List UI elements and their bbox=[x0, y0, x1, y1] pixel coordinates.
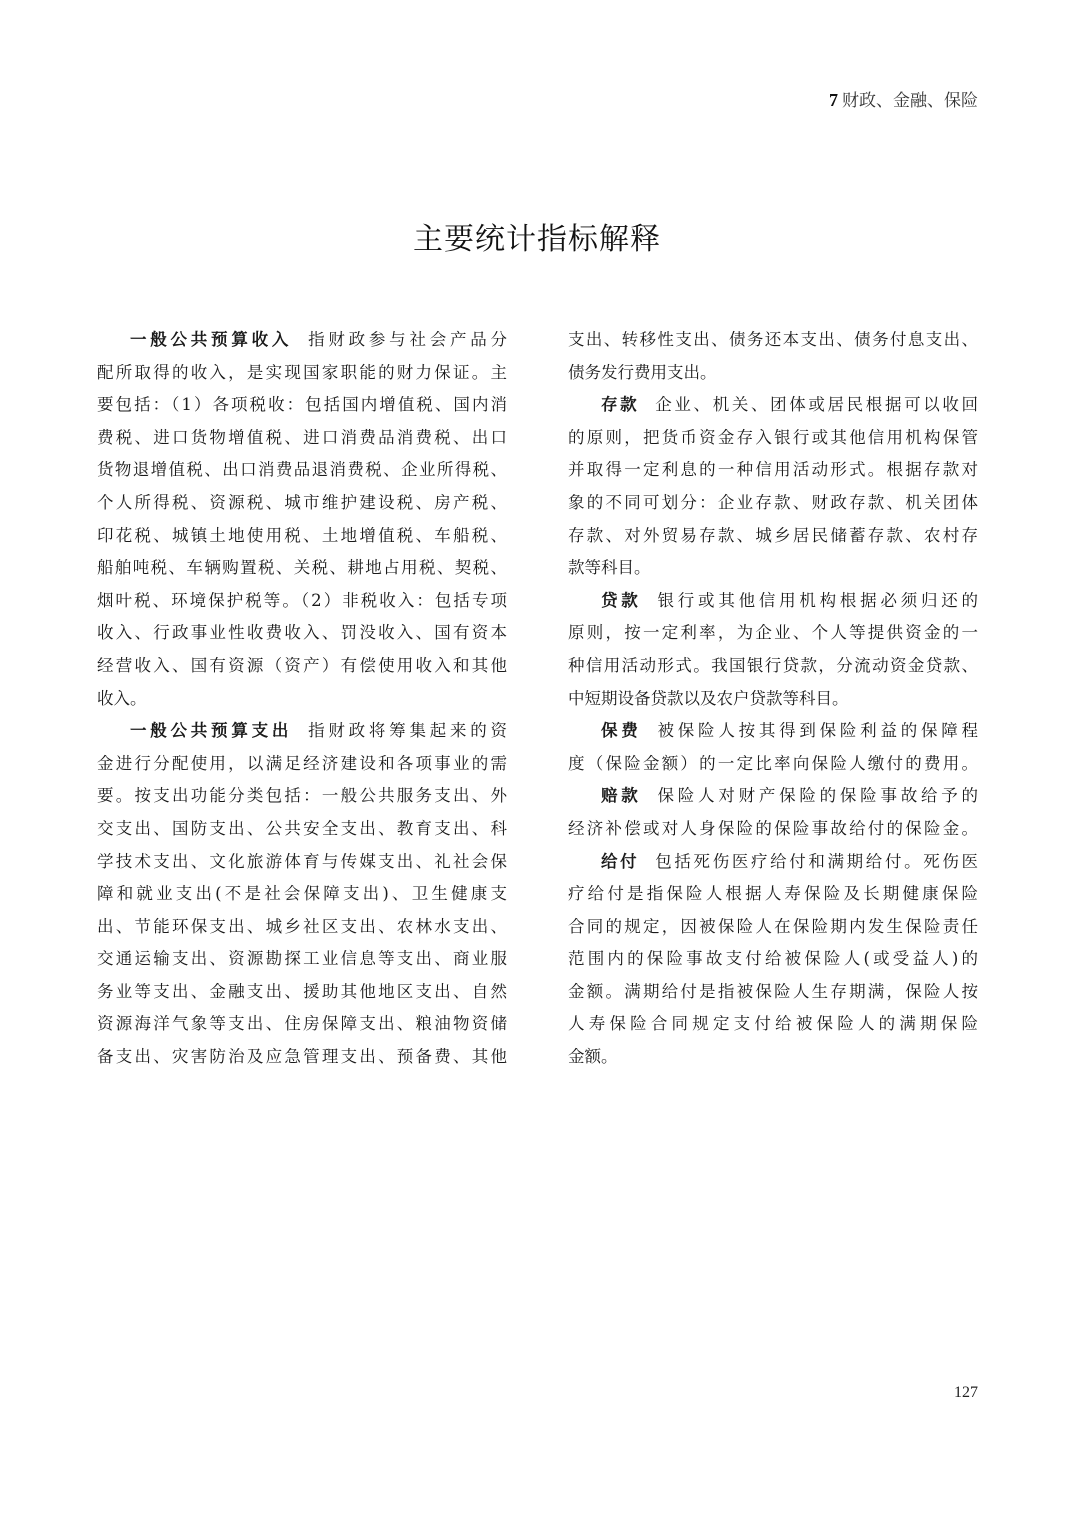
entry-term: 贷款 bbox=[601, 590, 642, 610]
text-line: 种信用活动形式。我国银行贷款，分流动资金贷款、 bbox=[568, 655, 978, 675]
text-line: 款等科目。 bbox=[568, 558, 651, 578]
text-line: 支出、转移性支出、债务还本支出、债务付息支出、 bbox=[568, 330, 978, 349]
text-line: 人寿保险合同规定支付给被保险人的满期保险 bbox=[568, 1014, 978, 1034]
entry-first-line: 保费 被保险人按其得到保险利益的保障程 bbox=[601, 721, 978, 741]
text-line: 金额。 bbox=[568, 1047, 618, 1067]
text-line: 印花税、城镇土地使用税、土地增值税、车船税、 bbox=[97, 525, 507, 545]
text-line: 个人所得税、资源税、城市维护建设税、房产税、 bbox=[97, 492, 507, 512]
entry-term: 保费 bbox=[601, 721, 642, 741]
text-line: 学技术支出、文化旅游体育与传媒支出、礼社会保 bbox=[97, 851, 507, 871]
text-line: 务业等支出、金融支出、援助其他地区支出、自然 bbox=[97, 981, 507, 1001]
text-line: 资源海洋气象等支出、住房保障支出、粮油物资储 bbox=[97, 1014, 507, 1034]
entry-first-line: 一般公共预算支出 指财政将筹集起来的资 bbox=[130, 721, 507, 741]
entry-term: 赔款 bbox=[601, 786, 642, 806]
text-line: 象的不同可划分：企业存款、财政存款、机关团体 bbox=[568, 492, 978, 512]
entry-first-line: 存款 企业、机关、团体或居民根据可以收回 bbox=[601, 395, 978, 415]
text-line: 并取得一定利息的一种信用活动形式。根据存款对 bbox=[568, 460, 978, 480]
chapter-number: 7 bbox=[829, 90, 838, 110]
entry-first-line: 一般公共预算收入 指财政参与社会产品分 bbox=[130, 330, 507, 349]
text-line: 交支出、国防支出、公共安全支出、教育支出、科 bbox=[97, 818, 507, 838]
text-line: 要。按支出功能分类包括：一般公共服务支出、外 bbox=[97, 786, 507, 806]
entry-term: 一般公共预算收入 bbox=[130, 330, 293, 349]
left-column bbox=[97, 324, 507, 1074]
text-line: 范围内的保险事故支付给被保险人(或受益人)的 bbox=[568, 949, 978, 969]
text-line: 货物退增值税、出口消费品退消费税、企业所得税、 bbox=[97, 460, 507, 480]
text-line: 疗给付是指保险人根据人寿保险及长期健康保险 bbox=[568, 884, 978, 904]
text-line: 的原则，把货币资金存入银行或其他信用机构保管 bbox=[568, 427, 978, 447]
text-line: 存款、对外贸易存款、城乡居民储蓄存款、农村存 bbox=[568, 525, 978, 545]
text-line: 收入。 bbox=[97, 688, 147, 708]
right-column bbox=[568, 324, 978, 1074]
text-line: 金额。满期给付是指被保险人生存期满，保险人按 bbox=[568, 981, 978, 1001]
text-line: 经济补偿或对人身保险的保险事故给付的保险金。 bbox=[568, 818, 978, 838]
entry-first-line: 赔款 保险人对财产保险的保险事故给予的 bbox=[601, 786, 978, 806]
text-line: 船舶吨税、车辆购置税、关税、耕地占用税、契税、 bbox=[97, 558, 507, 578]
text-line: 合同的规定，因被保险人在保险期内发生保险责任 bbox=[568, 916, 978, 936]
text-line: 备支出、灾害防治及应急管理支出、预备费、其他 bbox=[97, 1047, 507, 1067]
entry-term: 存款 bbox=[601, 395, 640, 415]
text-line: 出、节能环保支出、城乡社区支出、农林水支出、 bbox=[97, 916, 507, 936]
entry-term: 一般公共预算支出 bbox=[130, 721, 293, 741]
page-number: 127 bbox=[954, 1384, 978, 1401]
text-line: 烟叶税、环境保护税等。（2）非税收入：包括专项 bbox=[97, 590, 507, 610]
text-line: 度（保险金额）的一定比率向保险人缴付的费用。 bbox=[568, 753, 978, 773]
text-line: 交通运输支出、资源勘探工业信息等支出、商业服 bbox=[97, 949, 507, 969]
entry-term: 给付 bbox=[601, 851, 640, 871]
page-title: 主要统计指标解释 bbox=[413, 222, 661, 257]
running-head bbox=[829, 86, 978, 111]
entry-first-line: 贷款 银行或其他信用机构根据必须归还的 bbox=[601, 590, 978, 610]
text-line: 原则，按一定利率，为企业、个人等提供资金的一 bbox=[568, 623, 978, 643]
text-line: 要包括：（1）各项税收：包括国内增值税、国内消 bbox=[97, 395, 507, 415]
text-line: 金进行分配使用，以满足经济建设和各项事业的需 bbox=[97, 753, 507, 773]
text-line: 配所取得的收入，是实现国家职能的财力保证。主 bbox=[97, 362, 507, 382]
text-line: 费税、进口货物增值税、进口消费品消费税、出口 bbox=[97, 427, 507, 447]
chapter-title: 财政、金融、保险 bbox=[842, 91, 978, 111]
text-line: 债务发行费用支出。 bbox=[568, 362, 717, 382]
text-line: 经营收入、国有资源（资产）有偿使用收入和其他 bbox=[97, 655, 507, 675]
text-line: 收入、行政事业性收费收入、罚没收入、国有资本 bbox=[97, 623, 507, 643]
text-line: 障和就业支出(不是社会保障支出)、卫生健康支 bbox=[97, 884, 507, 904]
entry-first-line: 给付 包括死伤医疗给付和满期给付。死伤医 bbox=[601, 851, 978, 871]
text-line: 中短期设备贷款以及农户贷款等科目。 bbox=[568, 688, 849, 708]
